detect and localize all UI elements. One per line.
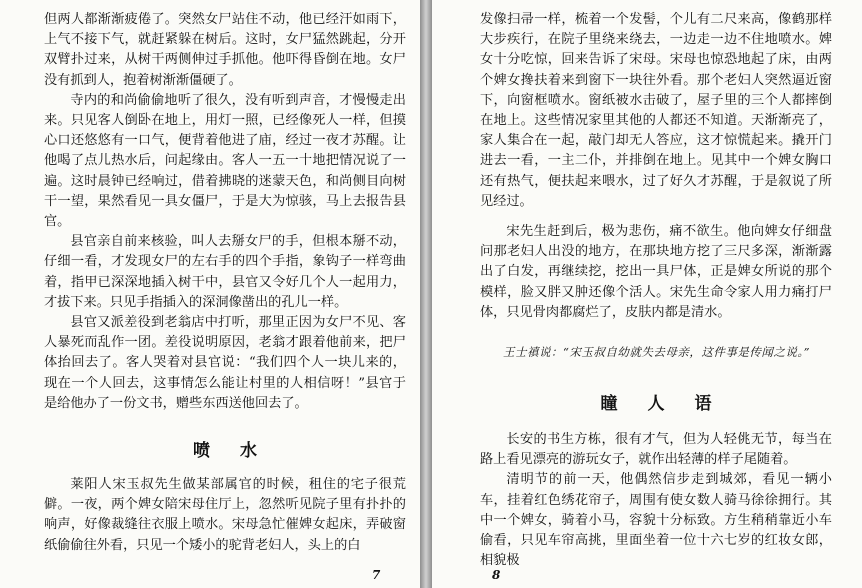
right-paragraph-2: 宋先生赶到后，极为悲伤，痛不欲生。他向婢女仔细盘问那老妇人出没的地方，在那块地方挖了三尺多深，渐渐露出了白发，再继续挖，挖出一具尸体，正是婢女所说的那个模样，脸又胖又肿还像个活人。宋先生命令家人用力痛打尸体，只见骨肉都腐烂了，皮肤内都是清水。 xyxy=(480,224,832,320)
right-paragraph-3: 长安的书生方栋，很有才气，但为人轻佻无节，每当在路上看见漂亮的游玩女子，就作出轻薄的样子尾随着。 xyxy=(480,432,832,468)
commentary-note: 王士禛说：“宋玉叔自幼就失去母亲，这件事是传闻之说。” xyxy=(503,345,811,360)
left-paragraph-5: 莱阳人宋玉叔先生做某部属官的时候，租住的宅子很荒僻。一夜，两个婢女陪宋母住厅上，忽然听见院子里有扑扑的响声，好像裁缝往衣服上喷水。宋母急忙催婢女起床，弄破窗纸偷偷往外看，只见一个矮小的驼背老妇人，头上的白 xyxy=(44,477,406,553)
chapter-heading-spurting-water: 喷水 xyxy=(193,441,287,462)
left-page xyxy=(0,0,420,588)
book-gutter xyxy=(420,0,432,588)
right-paragraph-1: 发像扫帚一样，梳着一个发髻，个儿有二尺来高，像鹤那样大步疾行，在院子里绕来绕去，一边走一边不住地喷水。婢女十分吃惊，回来告诉了宋母。宋母也惊恐地起了床，由两个婢女搀扶着来到窗下一块往外看。那个老妇人突然逼近窗下，向窗框喷水。窗纸被水击破了，屋子里的三个人都摔倒在地上。这些情况家里其他的人都还不知道。天渐渐亮了，家人集合在一起，敲门却无人答应，这才惊慌起来。撬开门进去一看，一主二仆，并排倒在地上。见其中一个婢女胸口还有热气，便扶起来喂水，过了好久才苏醒，于是叙说了所见经过。 xyxy=(480,12,832,209)
left-paragraph-2: 寺内的和尚偷偷地听了很久，没有听到声音，才慢慢走出来。只见客人倒卧在地上，用灯一照，已经像死人一样，但摸心口还悠悠有一口气，便背着他进了庙，经过一夜才苏醒。让他喝了点儿热水后，问起缘由。客人一五一十地把情况说了一遍。这时晨钟已经响过，借着拂晓的迷蒙天色，和尚侧目向树干一望，果然看见一具女僵尸，于是大为惊骇，马上去报告县官。 xyxy=(44,92,406,230)
right-paragraph-4: 清明节的前一天，他偶然信步走到城郊，看见一辆小车，挂着红色绣花帘子，周围有使女数人骑马徐徐拥行。其中一个婢女，骑着小马，容貌十分标致。方生稍稍靠近小车偷看，只见车帘高挑，里面坐着一位十六七岁的红妆女郎，相貌极 xyxy=(480,472,832,569)
right-page xyxy=(432,0,862,588)
left-paragraph-4: 县官又派差役到老翁店中打听，那里正因为女尸不见、客人暴死而乱作一团。差役说明原因，老翁才跟着他前来，把尸体抬回去了。客人哭着对县官说：“我们四个人一块儿来的，现在一个人回去，这事情怎么能让村里的人相信呀！”县官于是给他办了一份文书，赠些东西送他回去了。 xyxy=(44,315,406,411)
left-paragraph-1: 但两人都渐渐疲倦了。突然女尸站住不动，他已经汗如雨下，上气不接下气，就赶紧躲在树后。这时，女尸猛然跳起，分开双臂扑过来，从树干两侧伸过手抓他。他吓得昏倒在地。女尸没有抓到人，抱着树渐渐僵硬了。 xyxy=(44,12,406,88)
left-paragraph-3: 县官亲自前来核验，叫人去掰女尸的手，但根本掰不动，仔细一看，才发现女尸的左右手的四个手指，象钩子一样弯曲着，指甲已深深地插入树干中，县官又令好几个人一起用力，才拔下来。只见手指插入的深洞像凿出的孔儿一样。 xyxy=(44,234,406,310)
page-number-right: 8 xyxy=(492,568,501,582)
page-number-left: 7 xyxy=(372,568,381,582)
chapter-heading-pupil-talk: 瞳人语 xyxy=(600,394,742,415)
